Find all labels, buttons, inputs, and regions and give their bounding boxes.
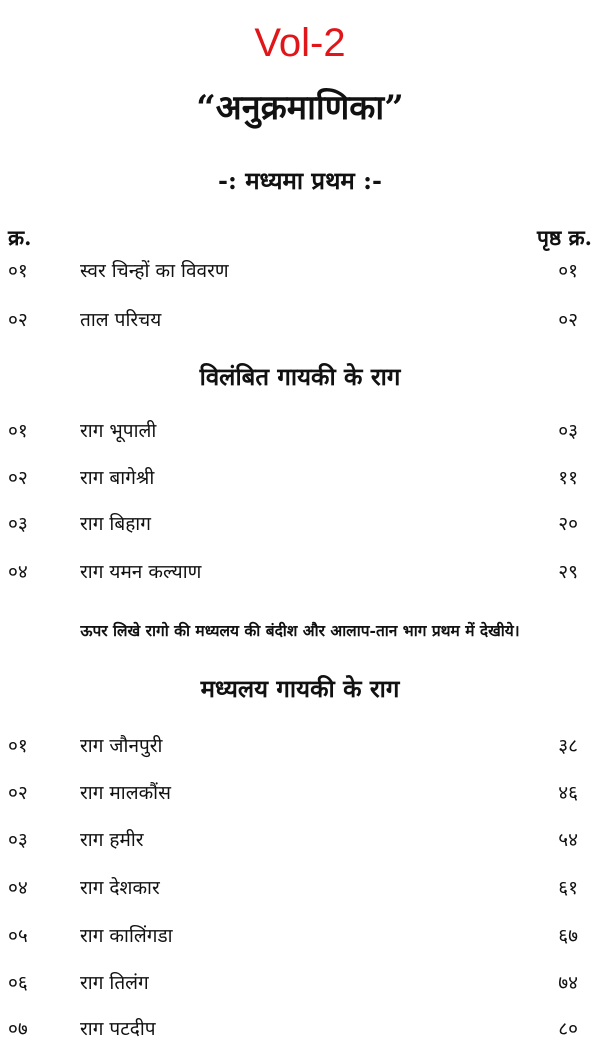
row-title: राग बागेश्री: [80, 467, 155, 489]
row-page: ११: [558, 467, 578, 489]
row-title: राग हमीर: [80, 829, 144, 851]
index-row: [0, 778, 600, 808]
index-row: [0, 731, 600, 761]
row-serial: ०२: [8, 309, 28, 331]
row-page: २०: [558, 513, 578, 535]
row-title: राग कालिंगडा: [80, 925, 173, 947]
index-row: [0, 256, 600, 286]
row-title: राग यमन कल्याण: [80, 561, 202, 583]
row-serial: ०३: [8, 513, 28, 535]
row-serial: ०३: [8, 829, 28, 851]
row-page: ७४: [558, 972, 578, 994]
index-row: [0, 509, 600, 539]
index-row: [0, 921, 600, 951]
row-title: राग मालकौंस: [80, 782, 171, 804]
index-row: [0, 416, 600, 446]
madhyalay-heading: मध्यलय गायकी के राग: [200, 674, 400, 703]
row-page: ०३: [558, 420, 578, 442]
volume-label: Vol-2: [254, 21, 346, 65]
row-serial: ०१: [8, 420, 28, 442]
row-serial: ०४: [8, 877, 28, 899]
row-page: ५४: [558, 829, 578, 851]
note-text: ऊपर लिखे रागो की मध्यलय की बंदीश और आलाप-तान भाग प्रथम में देखीये।: [80, 621, 520, 640]
index-row: [0, 825, 600, 855]
section-title: -: मध्यमा प्रथम :-: [218, 166, 382, 195]
index-row: [0, 463, 600, 493]
row-page: २९: [558, 561, 578, 583]
row-serial: ०७: [8, 1018, 28, 1040]
row-title: राग जौनपुरी: [80, 735, 163, 757]
row-serial: ०२: [8, 467, 28, 489]
row-page: ०१: [558, 260, 578, 282]
row-title: ताल परिचय: [80, 309, 162, 331]
vilambit-heading: विलंबित गायकी के राग: [199, 362, 401, 391]
row-title: राग पटदीप: [80, 1018, 156, 1040]
serial-column-header: क्र.: [8, 225, 32, 250]
row-title: राग बिहाग: [80, 513, 151, 535]
index-row: [0, 873, 600, 903]
row-page: ६१: [558, 877, 578, 899]
index-row: [0, 305, 600, 335]
page-title: “अनुक्रमाणिका”: [196, 88, 404, 128]
index-row: [0, 1014, 600, 1044]
row-title: राग देशकार: [80, 877, 160, 899]
row-serial: ०१: [8, 260, 28, 282]
row-page: ०२: [558, 309, 578, 331]
row-serial: ०२: [8, 782, 28, 804]
row-serial: ०४: [8, 561, 28, 583]
row-page: ८०: [558, 1018, 578, 1040]
row-page: ३८: [558, 735, 578, 757]
index-row: [0, 557, 600, 587]
row-serial: ०१: [8, 735, 28, 757]
row-page: ४६: [558, 782, 578, 804]
index-row: [0, 968, 600, 998]
row-serial: ०५: [8, 925, 28, 947]
row-serial: ०६: [8, 972, 28, 994]
row-page: ६७: [558, 925, 578, 947]
page-column-header: पृष्ठ क्र.: [536, 225, 592, 250]
row-title: राग तिलंग: [80, 972, 149, 994]
row-title: स्वर चिन्हों का विवरण: [80, 260, 229, 282]
row-title: राग भूपाली: [80, 420, 157, 442]
